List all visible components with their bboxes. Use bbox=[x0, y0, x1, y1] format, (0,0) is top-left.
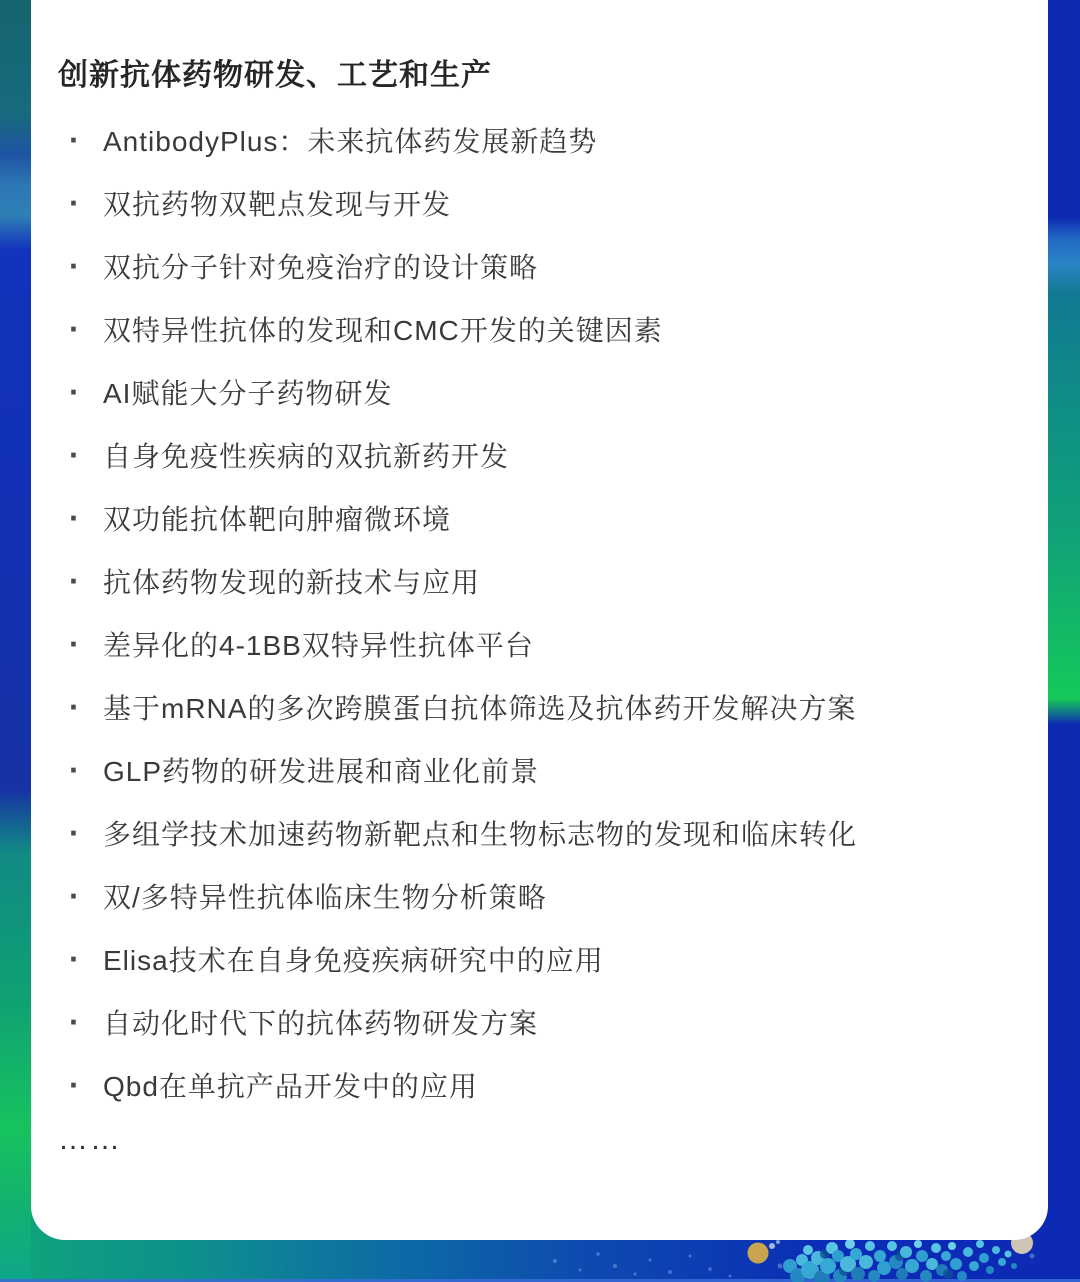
bullet-dot-icon: · bbox=[69, 121, 81, 158]
topic-label: 双抗分子针对免疫治疗的设计策略 bbox=[103, 251, 539, 283]
right-gradient-strip bbox=[1048, 0, 1080, 1282]
topic-label: Qbd在单抗产品开发中的应用 bbox=[103, 1070, 478, 1102]
topic-item bbox=[58, 1053, 1018, 1116]
topic-label: 抗体药物发现的新技术与应用 bbox=[103, 566, 481, 598]
topic-item bbox=[58, 297, 1018, 360]
topic-label: 双特异性抗体的发现和CMC开发的关键因素 bbox=[103, 314, 663, 346]
page-title: 创新抗体药物研发、工艺和生产 bbox=[58, 59, 492, 92]
bullet-dot-icon: · bbox=[69, 625, 81, 662]
topic-item bbox=[58, 486, 1018, 549]
topic-item bbox=[58, 738, 1018, 801]
topic-item bbox=[58, 171, 1018, 234]
card-content bbox=[31, 0, 1048, 1162]
bullet-dot-icon: · bbox=[69, 940, 81, 977]
bullet-dot-icon: · bbox=[69, 247, 81, 284]
topic-label: AI赋能大分子药物研发 bbox=[103, 377, 393, 409]
topic-label: 双抗药物双靶点发现与开发 bbox=[103, 188, 452, 220]
topics-list bbox=[58, 108, 1018, 1116]
topic-label: 自动化时代下的抗体药物研发方案 bbox=[103, 1007, 539, 1039]
topic-item bbox=[58, 990, 1018, 1053]
bullet-dot-icon: · bbox=[69, 373, 81, 410]
topic-item bbox=[58, 675, 1018, 738]
left-gradient-strip bbox=[0, 0, 31, 1282]
topic-label: 差异化的4-1BB双特异性抗体平台 bbox=[103, 629, 534, 661]
bullet-dot-icon: · bbox=[69, 688, 81, 725]
topic-item bbox=[58, 423, 1018, 486]
bullet-dot-icon: · bbox=[69, 436, 81, 473]
bullet-dot-icon: · bbox=[69, 877, 81, 914]
topic-label: AntibodyPlus：未来抗体药发展新趋势 bbox=[103, 125, 598, 157]
topic-label: GLP药物的研发进展和商业化前景 bbox=[103, 755, 540, 787]
content-card bbox=[31, 0, 1048, 1240]
topic-item bbox=[58, 801, 1018, 864]
topic-label: 多组学技术加速药物新靶点和生物标志物的发现和临床转化 bbox=[103, 818, 858, 850]
topic-label: 基于mRNA的多次跨膜蛋白抗体筛选及抗体药开发解决方案 bbox=[103, 692, 857, 724]
more-topics-ellipsis: …… bbox=[58, 1123, 122, 1156]
topic-label: 双功能抗体靶向肿瘤微环境 bbox=[103, 503, 452, 535]
protein-cluster bbox=[783, 1239, 1017, 1282]
bullet-dot-icon: · bbox=[69, 310, 81, 347]
protein-molecule-illustration bbox=[540, 1236, 1080, 1282]
bullet-dot-icon: · bbox=[69, 1003, 81, 1040]
bullet-dot-icon: · bbox=[69, 751, 81, 788]
topic-item bbox=[58, 612, 1018, 675]
bullet-dot-icon: · bbox=[69, 562, 81, 599]
topic-item bbox=[58, 927, 1018, 990]
gold-sphere bbox=[748, 1243, 769, 1264]
topic-label: Elisa技术在自身免疫疾病研究中的应用 bbox=[103, 944, 604, 976]
topic-item bbox=[58, 360, 1018, 423]
bullet-dot-icon: · bbox=[69, 814, 81, 851]
topic-label: 自身免疫性疾病的双抗新药开发 bbox=[103, 440, 510, 472]
bullet-dot-icon: · bbox=[69, 1066, 81, 1103]
topic-item bbox=[58, 864, 1018, 927]
topic-item bbox=[58, 234, 1018, 297]
topic-label: 双/多特异性抗体临床生物分析策略 bbox=[103, 881, 547, 913]
bullet-dot-icon: · bbox=[69, 499, 81, 536]
bullet-dot-icon: · bbox=[69, 184, 81, 221]
topic-item bbox=[58, 108, 1018, 171]
topic-item bbox=[58, 549, 1018, 612]
